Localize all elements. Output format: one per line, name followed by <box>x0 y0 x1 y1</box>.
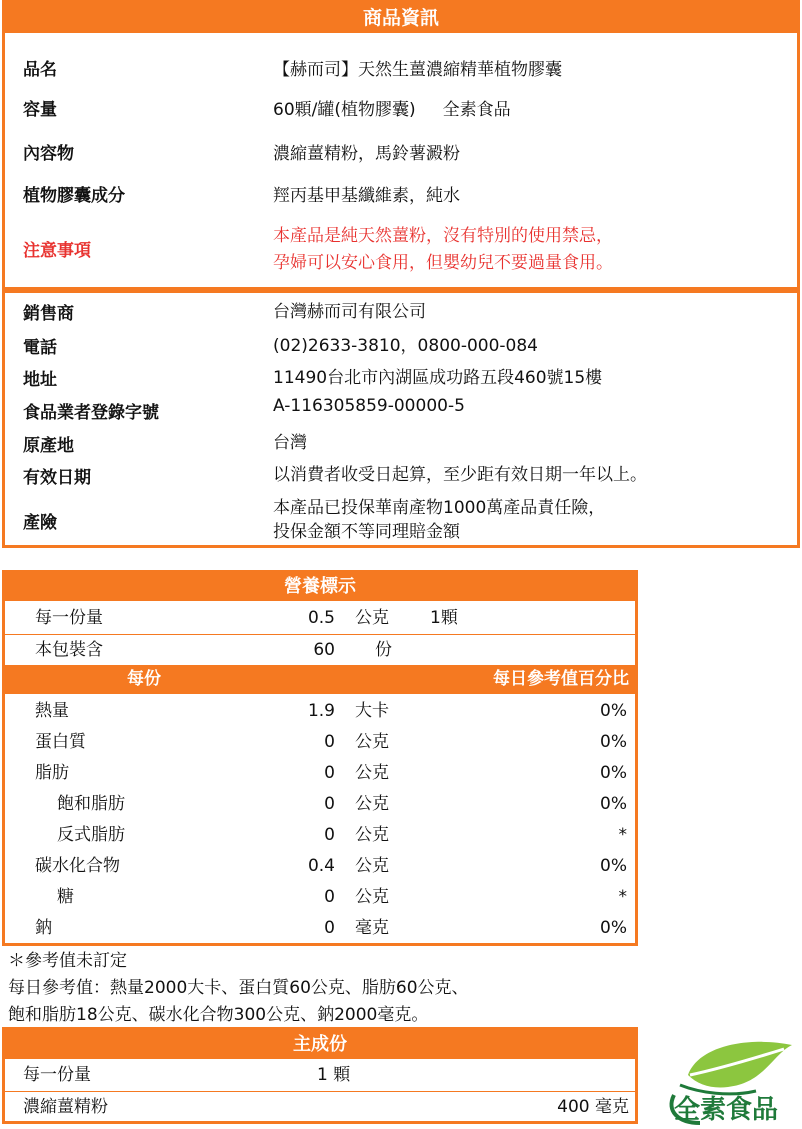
product-info-panel <box>2 0 800 548</box>
label-registration: 食品業者登錄字號 <box>23 403 159 423</box>
note-reference-undefined: ＊參考值未訂定 <box>8 951 127 971</box>
nutrient-pct: 0% <box>600 732 627 752</box>
nutrient-name: 反式脂肪 <box>57 825 125 845</box>
label-capacity: 容量 <box>23 100 57 120</box>
label-address: 地址 <box>23 370 57 390</box>
nutrient-pct: 0% <box>600 918 627 938</box>
per-pack-row <box>5 635 635 666</box>
serving-value: 0.5 <box>307 608 335 628</box>
nutrient-name: 蛋白質 <box>35 732 86 752</box>
ingredient-item-name: 濃縮薑精粉 <box>23 1097 108 1117</box>
nutrition-panel <box>2 570 638 946</box>
per-pack-value: 60 <box>313 640 335 660</box>
ingredients-title: 主成份 <box>5 1030 635 1059</box>
vegan-logo <box>660 1035 800 1125</box>
nutrient-row <box>5 696 635 727</box>
serving-extra: 1顆 <box>430 608 458 628</box>
nutrient-pct: 0% <box>600 763 627 783</box>
nutrient-unit: 大卡 <box>355 701 389 721</box>
label-seller: 銷售商 <box>23 304 74 324</box>
nutrient-unit: 公克 <box>355 887 389 907</box>
note-daily-reference-line2: 飽和脂肪18公克、碳水化合物300公克、鈉2000毫克。 <box>8 1005 429 1025</box>
nutrient-name: 碳水化合物 <box>35 856 120 876</box>
value-contents: 濃縮薑精粉，馬鈴薯澱粉 <box>273 144 460 164</box>
nutrient-pct: 0% <box>600 701 627 721</box>
logo-text: 全素食品 <box>674 1095 779 1125</box>
nutrient-unit: 公克 <box>355 732 389 752</box>
section-divider <box>5 287 797 293</box>
label-phone: 電話 <box>23 338 57 358</box>
nutrient-row <box>5 882 635 913</box>
value-insurance-line2: 投保金額不等同理賠金額 <box>273 522 460 542</box>
value-expiry: 以消費者收受日起算，至少距有效日期一年以上。 <box>273 465 647 485</box>
col-daily-pct: 每日參考值百分比 <box>493 669 629 689</box>
per-pack-label: 本包裝含 <box>35 640 103 660</box>
ingredient-serving-row <box>5 1060 635 1092</box>
col-per-serving: 每份 <box>127 669 161 689</box>
nutrient-row <box>5 851 635 882</box>
nutrient-value: 0 <box>324 887 335 907</box>
nutrient-pct: 0% <box>600 856 627 876</box>
label-capsule: 植物膠囊成分 <box>23 186 125 206</box>
label-insurance: 產險 <box>23 513 57 533</box>
nutrient-value: 1.9 <box>307 701 335 721</box>
ingredients-panel <box>2 1027 638 1124</box>
nutrient-row <box>5 789 635 820</box>
per-pack-unit: 份 <box>375 640 392 660</box>
value-phone: (02)2633-3810，0800-000-084 <box>273 336 538 356</box>
nutrient-name: 飽和脂肪 <box>57 794 125 814</box>
value-capsule: 羥丙基甲基纖維素，純水 <box>273 186 460 206</box>
nutrient-name: 熱量 <box>35 701 69 721</box>
label-contents: 內容物 <box>23 144 74 164</box>
nutrient-name: 脂肪 <box>35 763 69 783</box>
nutrient-name: 糖 <box>57 887 74 907</box>
value-registration: A-116305859-00000-5 <box>273 396 465 416</box>
label-expiry: 有效日期 <box>23 468 91 488</box>
nutrient-unit: 公克 <box>355 825 389 845</box>
nutrient-row <box>5 820 635 851</box>
value-caution-line2: 孕婦可以安心食用，但嬰幼兒不要過量食用。 <box>273 253 613 273</box>
label-name: 品名 <box>23 60 57 80</box>
value-address: 11490台北市內湖區成功路五段460號15樓 <box>273 368 603 388</box>
nutrition-column-header <box>5 665 635 694</box>
nutrient-unit: 毫克 <box>355 918 389 938</box>
ingredient-item-value: 400 毫克 <box>557 1097 629 1117</box>
label-caution: 注意事項 <box>23 241 91 261</box>
serving-unit: 公克 <box>355 608 389 628</box>
nutrient-row <box>5 727 635 758</box>
nutrient-value: 0.4 <box>307 856 335 876</box>
ingredient-serving-value: 1 顆 <box>317 1065 351 1085</box>
serving-label: 每一份量 <box>35 608 103 628</box>
nutrient-unit: 公克 <box>355 856 389 876</box>
nutrient-pct: * <box>618 887 627 907</box>
value-seller: 台灣赫而司有限公司 <box>273 302 426 322</box>
product-info-title: 商品資訊 <box>5 3 797 33</box>
nutrient-value: 0 <box>324 825 335 845</box>
value-capacity: 60顆/罐(植物膠囊) 全素食品 <box>273 100 511 120</box>
value-origin: 台灣 <box>273 433 307 453</box>
value-caution-line1: 本產品是純天然薑粉，沒有特別的使用禁忌， <box>273 226 613 246</box>
nutrient-value: 0 <box>324 763 335 783</box>
ingredient-serving-label: 每一份量 <box>23 1065 91 1085</box>
nutrient-unit: 公克 <box>355 794 389 814</box>
value-insurance-line1: 本產品已投保華南產物1000萬產品責任險， <box>273 498 606 518</box>
label-origin: 原產地 <box>23 436 74 456</box>
nutrient-pct: * <box>618 825 627 845</box>
nutrient-value: 0 <box>324 732 335 752</box>
nutrient-value: 0 <box>324 794 335 814</box>
nutrition-title: 營養標示 <box>5 573 635 601</box>
nutrient-value: 0 <box>324 918 335 938</box>
nutrient-pct: 0% <box>600 794 627 814</box>
nutrient-row <box>5 758 635 789</box>
nutrient-name: 鈉 <box>35 918 52 938</box>
serving-row <box>5 603 635 635</box>
nutrient-unit: 公克 <box>355 763 389 783</box>
ingredient-item-row <box>5 1092 635 1123</box>
nutrient-row <box>5 913 635 944</box>
value-name: 【赫而司】天然生薑濃縮精華植物膠囊 <box>273 60 562 80</box>
note-daily-reference-line1: 每日參考值：熱量2000大卡、蛋白質60公克、脂肪60公克、 <box>8 978 469 998</box>
